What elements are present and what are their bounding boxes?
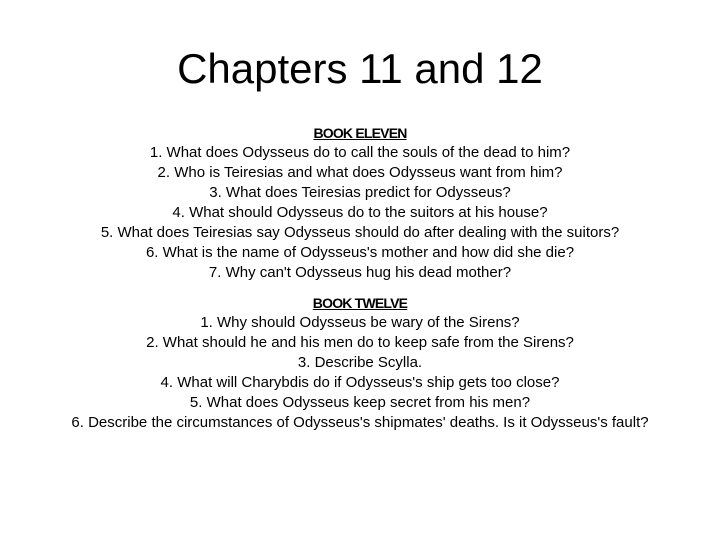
question-item: 2. What should he and his men do to keep safe from the Sirens? — [146, 334, 574, 351]
question-item: 1. What does Odysseus do to call the souls of the dead to him? — [149, 144, 571, 161]
slide-title: Chapters 11 and 12 — [177, 45, 543, 92]
question-item: 4. What should Odysseus do to the suitors at his house? — [172, 204, 548, 221]
section-heading: BOOK ELEVEN — [313, 125, 407, 141]
question-item: 3. Describe Scylla. — [297, 354, 423, 371]
question-item: 6. What is the name of Odysseus's mother and how did she die? — [145, 244, 575, 261]
section-book-twelve — [0, 293, 720, 433]
question-item: 2. Who is Teiresias and what does Odysseus want from him? — [157, 164, 563, 181]
question-item: 3. What does Teiresias predict for Odysseus? — [209, 184, 511, 201]
question-item: 6. Describe the circumstances of Odysseus's shipmates' deaths. Is it Odysseus's fault? — [71, 414, 649, 431]
question-list — [0, 143, 720, 283]
question-item: 4. What will Charybdis do if Odysseus's ship gets too close? — [160, 374, 560, 391]
question-list — [0, 313, 720, 433]
question-item: 7. Why can't Odysseus hug his dead mother? — [208, 264, 512, 281]
section-book-eleven — [0, 123, 720, 283]
question-item: 1. Why should Odysseus be wary of the Sirens? — [200, 314, 520, 331]
section-heading: BOOK TWELVE — [312, 295, 408, 311]
question-item: 5. What does Teiresias say Odysseus should do after dealing with the suitors? — [100, 224, 620, 241]
question-item: 5. What does Odysseus keep secret from his men? — [189, 394, 531, 411]
